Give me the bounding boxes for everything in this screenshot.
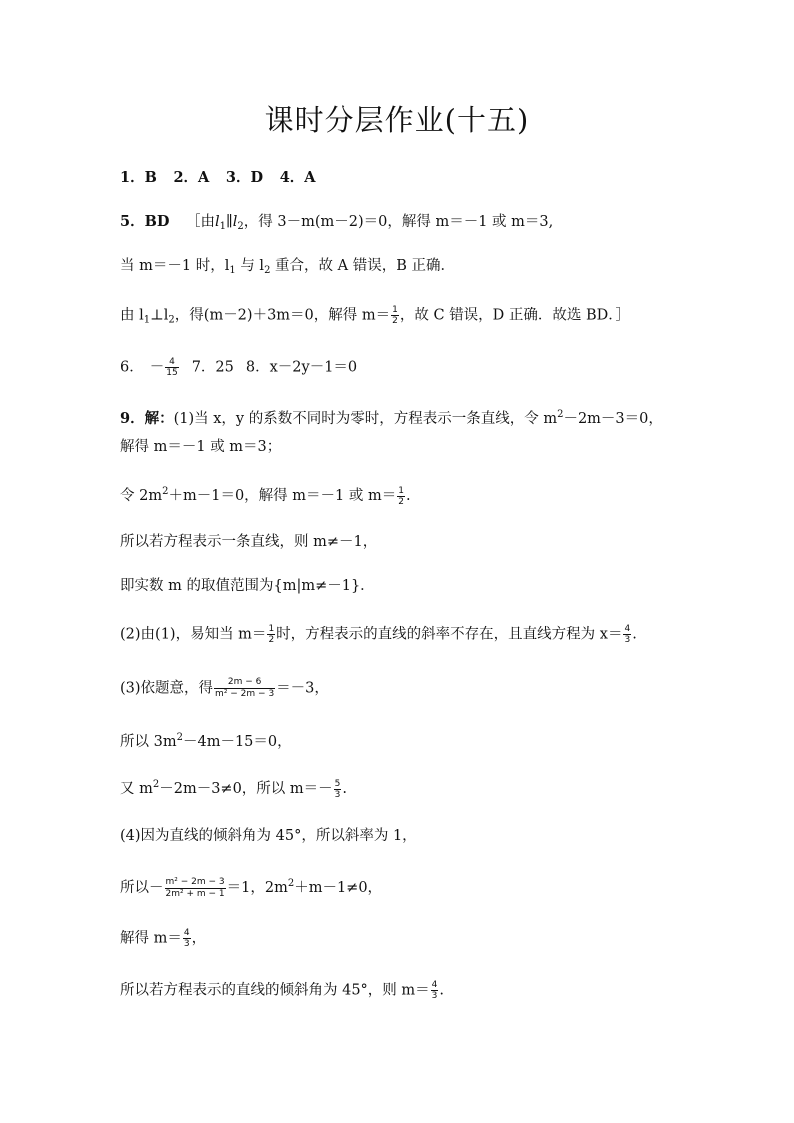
line-l2: l [232, 214, 238, 230]
answers-1-4 [120, 168, 316, 188]
answer-6-label: 6． [120, 359, 144, 376]
q9-line-4: 所以若方程表示一条直线，则 m≠－1， [120, 534, 378, 550]
answer-5-label: 5．BD [120, 213, 170, 230]
fraction: $\frac{2m - 6}{\text{m² − 2m − 3}}$ [215, 677, 275, 699]
q5-line-2 [120, 256, 455, 281]
answer-1: 1．B [120, 169, 157, 186]
parallel-symbol: ∥ [226, 214, 233, 230]
fraction: $\frac{4}{3}$ [624, 624, 631, 645]
sub-2: 2 [168, 314, 175, 326]
q5-text-c-mid: ，得(m－2)＋3m＝0，解得 m＝ [174, 307, 391, 324]
q5-text-c: 由 l [120, 307, 144, 324]
sub-1: 1 [229, 265, 236, 276]
sub-1: 1 [219, 221, 227, 232]
q5-line-1 [120, 212, 553, 237]
q5-text-b: 当 m＝－1 时，l [120, 258, 230, 274]
fraction: $\frac{\text{m² − 2m − 3}}{\text{2m² + m − 1}}$ [165, 876, 225, 899]
q5-line-3 [120, 305, 630, 331]
perp-symbol: ⊥l [150, 307, 169, 324]
fraction: $\frac{1}{2}$ [268, 624, 275, 645]
page-title: 课时分层作业(十五) [264, 103, 530, 137]
sub-2: 2 [237, 221, 244, 232]
q9-line-6: (2)由(1)，易知当 m＝ $\frac{1}{2}$ 时，方程表示的直线的斜率不存在，且直线方程为 x＝ $\frac{4}{3}$ . [120, 624, 637, 645]
q5-condition: ，得 3－m(m－2)＝0，解得 m＝－1 或 m＝3, [243, 214, 554, 230]
line-l1: l [215, 214, 220, 230]
fraction: $\frac{1}{2}$ [398, 485, 404, 507]
fraction: $\frac{4}{3}$ [183, 928, 190, 949]
q9-line-13: 所以若方程表示的直线的倾斜角为 45°，则 m＝ $\frac{4}{3}$ . [120, 980, 445, 1001]
fraction: $\frac{4}{3}$ [431, 980, 438, 1001]
q9-text: (1)当 x，y 的系数不同时为零时，方程表示一条直线，令 m [173, 411, 558, 427]
fraction: $\frac{5}{3}$ [334, 778, 341, 800]
q9-line-2: 解得 m＝－1 或 m＝3； [120, 439, 282, 455]
sub-1: 1 [143, 314, 151, 326]
q9-line-5: 即实数 m 的取值范围为{m|m≠－1}． [120, 578, 375, 594]
q5-bracket-open: ［由 [186, 214, 216, 230]
q9-line-8: 所以 $3m^2-4m-15=0$， [120, 732, 292, 750]
answer-4: 4．A [279, 169, 316, 186]
q9-label: 9．解： [120, 410, 174, 427]
answer-2: 2．A [173, 169, 210, 186]
fraction: $\frac{1}{2}$ [392, 305, 398, 326]
q9-line-12: 解得 m＝ $\frac{4}{3}$ ， [120, 928, 207, 949]
q9-line-7: (3)依题意，得 $\frac{2m - 6}{\text{m² − 2m − 3}}$ ＝－3， [120, 677, 329, 699]
q9-line-11: 所以－ $\frac{\text{m² − 2m − 3}}{\text{2m² + m − 1}}$ ＝1，$2m^2+m-1\ne 0$， [120, 876, 383, 899]
sub-2: 2 [264, 265, 271, 276]
q5-text-b-mid: 与 l [235, 258, 265, 274]
answers-6-8: 6． － $\frac{4}{15}$ 7．25 8．x－2y－1＝0 [120, 357, 358, 378]
q5-text-b-rest: 重合，故 A 错误，B 正确． [270, 258, 456, 274]
q5-text-c-end: ，故 C 错误，D 正确．故选 BD．］ [399, 307, 631, 324]
q9-line-1: 9．解：(1)当 x，y 的系数不同时为零时，方程表示一条直线，令 $m^2-2m-3=0$， [120, 409, 663, 427]
q9-line-9: 又 $m^2-2m-3\ne 0$，所以 m＝－ $\frac{5}{3}$ . [120, 778, 348, 800]
answer-3: 3．D [225, 169, 264, 186]
fraction: $\frac{4}{15}$ [166, 357, 178, 378]
q9-line-10: (4)因为直线的倾斜角为 45°，所以斜率为 1， [120, 828, 417, 844]
answer-8: 8．x－2y－1＝0 [245, 359, 358, 376]
answer-7: 7．25 [191, 359, 234, 376]
q9-line-3: 令 $2m^2+m-1=0$，解得 m＝－1 或 m＝ $\frac{1}{2}$ . [120, 485, 411, 507]
